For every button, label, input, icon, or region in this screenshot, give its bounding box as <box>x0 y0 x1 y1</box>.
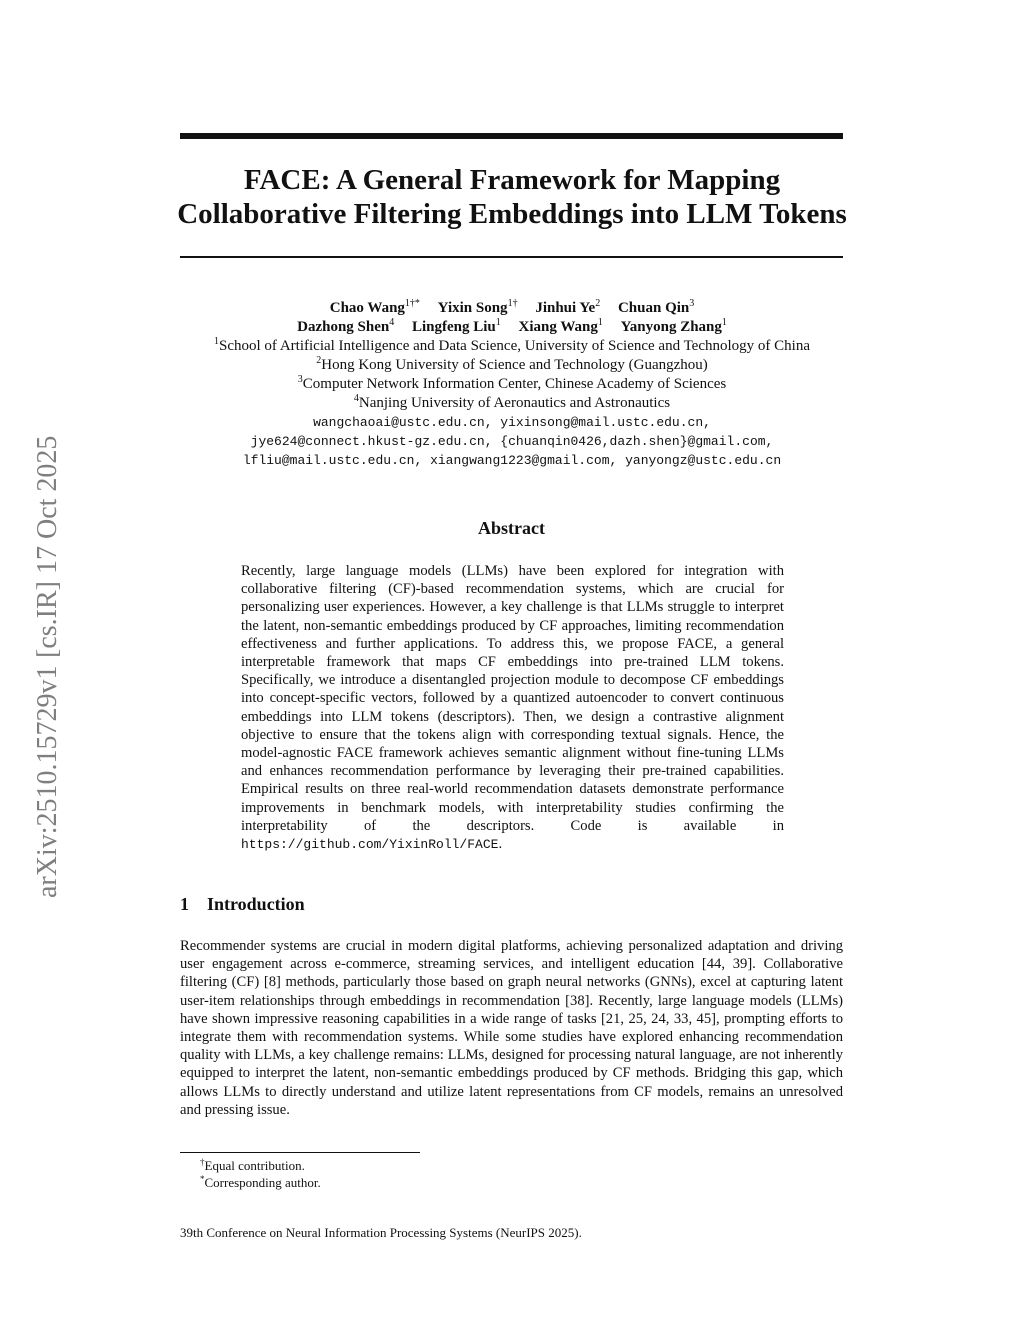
author-block <box>140 299 884 470</box>
arxiv-category[interactable]: [cs.IR] <box>32 581 63 659</box>
arxiv-date: 17 Oct 2025 <box>32 436 63 575</box>
section-number: 1 <box>180 894 189 914</box>
author-name: Yanyong Zhang$^1$ <box>620 317 727 335</box>
footnote-rule <box>180 1152 420 1153</box>
affiliation: $^1$School of Artificial Intelligence and Data Science, University of Science and Technology of China <box>214 336 810 354</box>
footnotes <box>200 1158 800 1191</box>
email-line: lfliu@mail.ustc.edu.cn, xiangwang1223@gmail.com, yanyongz@ustc.edu.cn <box>242 453 782 468</box>
abstract-body: Recently, large language models (LLMs) have been explored for integration with collaborative filtering (CF)-based recommendation systems, which are crucial for personalizing user experiences. However, a key challenge is that LLMs struggle to interpret the latent, non-semantic embeddings produced by CF approaches, limiting recommendation effectiveness and further applications. To address this, we propose FACE, a general interpretable framework that maps CF embeddings into pre-trained LLM tokens. Specifically, we introduce a disentangled projection module to decompose CF embeddings into concept-specific vectors, followed by a quantized autoencoder to convert continuous embeddings into LLM tokens (descriptors). Then, we design a contrastive alignment objective to ensure that the tokens align with corresponding textual signals. Hence, the model-agnostic FACE framework achieves semantic alignment without fine-tuning LLMs and enhances recommendation performance by leveraging their pre-trained capabilities. Empirical results on three real-world recommendation datasets demonstrate performance improvements in benchmark models, with interpretability studies confirming the interpretability of the descriptors. Code is available in https://github.com/YixinRoll/FACE. <box>241 563 784 853</box>
author-row-2 <box>140 318 884 337</box>
author-name: Xiang Wang$^1$ <box>518 317 603 335</box>
affiliation: $^3$Computer Network Information Center, Chinese Academy of Sciences <box>297 374 727 392</box>
author-name: Yixin Song$^{1\dagger}$ <box>437 298 518 316</box>
abstract-text: Recently, large language models (LLMs) have been explored for integration with collaborative filtering (CF)-based recommendation systems, which are crucial for personalizing user experiences. However, a key challenge is that LLMs struggle to interpret the latent, non-semantic embeddings produced by CF approaches, limiting recommendation effectiveness and further applications. To address this, we propose FACE, a general interpretable framework that maps CF embeddings into pre-trained LLM tokens. Specifically, we introduce a disentangled projection module to decompose CF embeddings into concept-specific vectors, followed by a quantized autoencoder to convert continuous embeddings into LLM tokens (descriptors). Then, we design a contrastive alignment objective to ensure that the tokens align with corresponding textual signals. Hence, the model-agnostic FACE framework achieves semantic alignment without fine-tuning LLMs and enhances recommendation performance by leveraging their pre-trained capabilities. Empirical results on three real-world recommendation datasets demonstrate performance improvements in benchmark models, with interpretability studies confirming the interpretability of the descriptors. Code is available in <box>241 563 784 834</box>
footnote: †Equal contribution. <box>200 1157 305 1173</box>
paper-title <box>150 163 874 231</box>
introduction-paragraph: Recommender systems are crucial in modern digital platforms, achieving personalized adaptation and driving user engagement across e-commerce, streaming services, and intelligent education [44, 39]. Collaborative filtering (CF) [8] methods, particularly those based on graph neural networks (GNNs), excel at capturing latent user-item relationships through embeddings in recommendation [38]. Recently, large language models (LLMs) have shown impressive reasoning capabilities in a wide range of tasks [21, 25, 24, 33, 45], prompting efforts to integrate them with recommendation systems. While some studies have explored enhancing recommendation quality with LLMs, a key challenge remains: LLMs, designed for processing natural language, are not inherently equipped to interpret the latent, non-semantic embeddings produced by CF methods. Bridging this gap, which allows LLMs to directly understand and utilize latent representations from CF models, remains an unresolved and pressing issue. <box>180 938 843 1118</box>
section-heading-introduction <box>180 894 843 915</box>
author-row-1 <box>140 299 884 318</box>
title-rule-top <box>180 133 843 139</box>
title-rule-bottom <box>180 256 843 258</box>
author-name: Chao Wang$^{1\dagger*}$ <box>329 298 420 316</box>
footnote: *Corresponding author. <box>200 1173 321 1190</box>
conference-footer: 39th Conference on Neural Information Processing Systems (NeurIPS 2025). <box>180 1225 582 1240</box>
arxiv-side-stamp <box>31 382 65 952</box>
abstract-heading: Abstract <box>478 518 545 538</box>
section-title: Introduction <box>207 894 305 914</box>
author-name: Jinhui Ye$^2$ <box>535 298 601 316</box>
title-line-2: Collaborative Filtering Embeddings into LLM Tokens <box>177 198 847 230</box>
arxiv-id[interactable]: arXiv:2510.15729v1 <box>32 665 63 898</box>
email-line: jye624@connect.hkust-gz.edu.cn, {chuanqin0426,dazh.shen}@gmail.com, <box>250 434 774 449</box>
code-link[interactable]: https://github.com/YixinRoll/FACE <box>241 837 499 853</box>
email-line: wangchaoai@ustc.edu.cn, yixinsong@mail.ustc.edu.cn, <box>313 415 711 430</box>
author-name: Dazhong Shen$^4$ <box>297 317 395 335</box>
affiliation: $^4$Nanjing University of Aeronautics and Astronautics <box>353 393 671 411</box>
author-name: Lingfeng Liu$^1$ <box>411 317 501 335</box>
author-name: Chuan Qin$^3$ <box>617 298 695 316</box>
affiliation: $^2$Hong Kong University of Science and Technology (Guangzhou) <box>316 355 708 373</box>
title-line-1: FACE: A General Framework for Mapping <box>243 164 781 196</box>
